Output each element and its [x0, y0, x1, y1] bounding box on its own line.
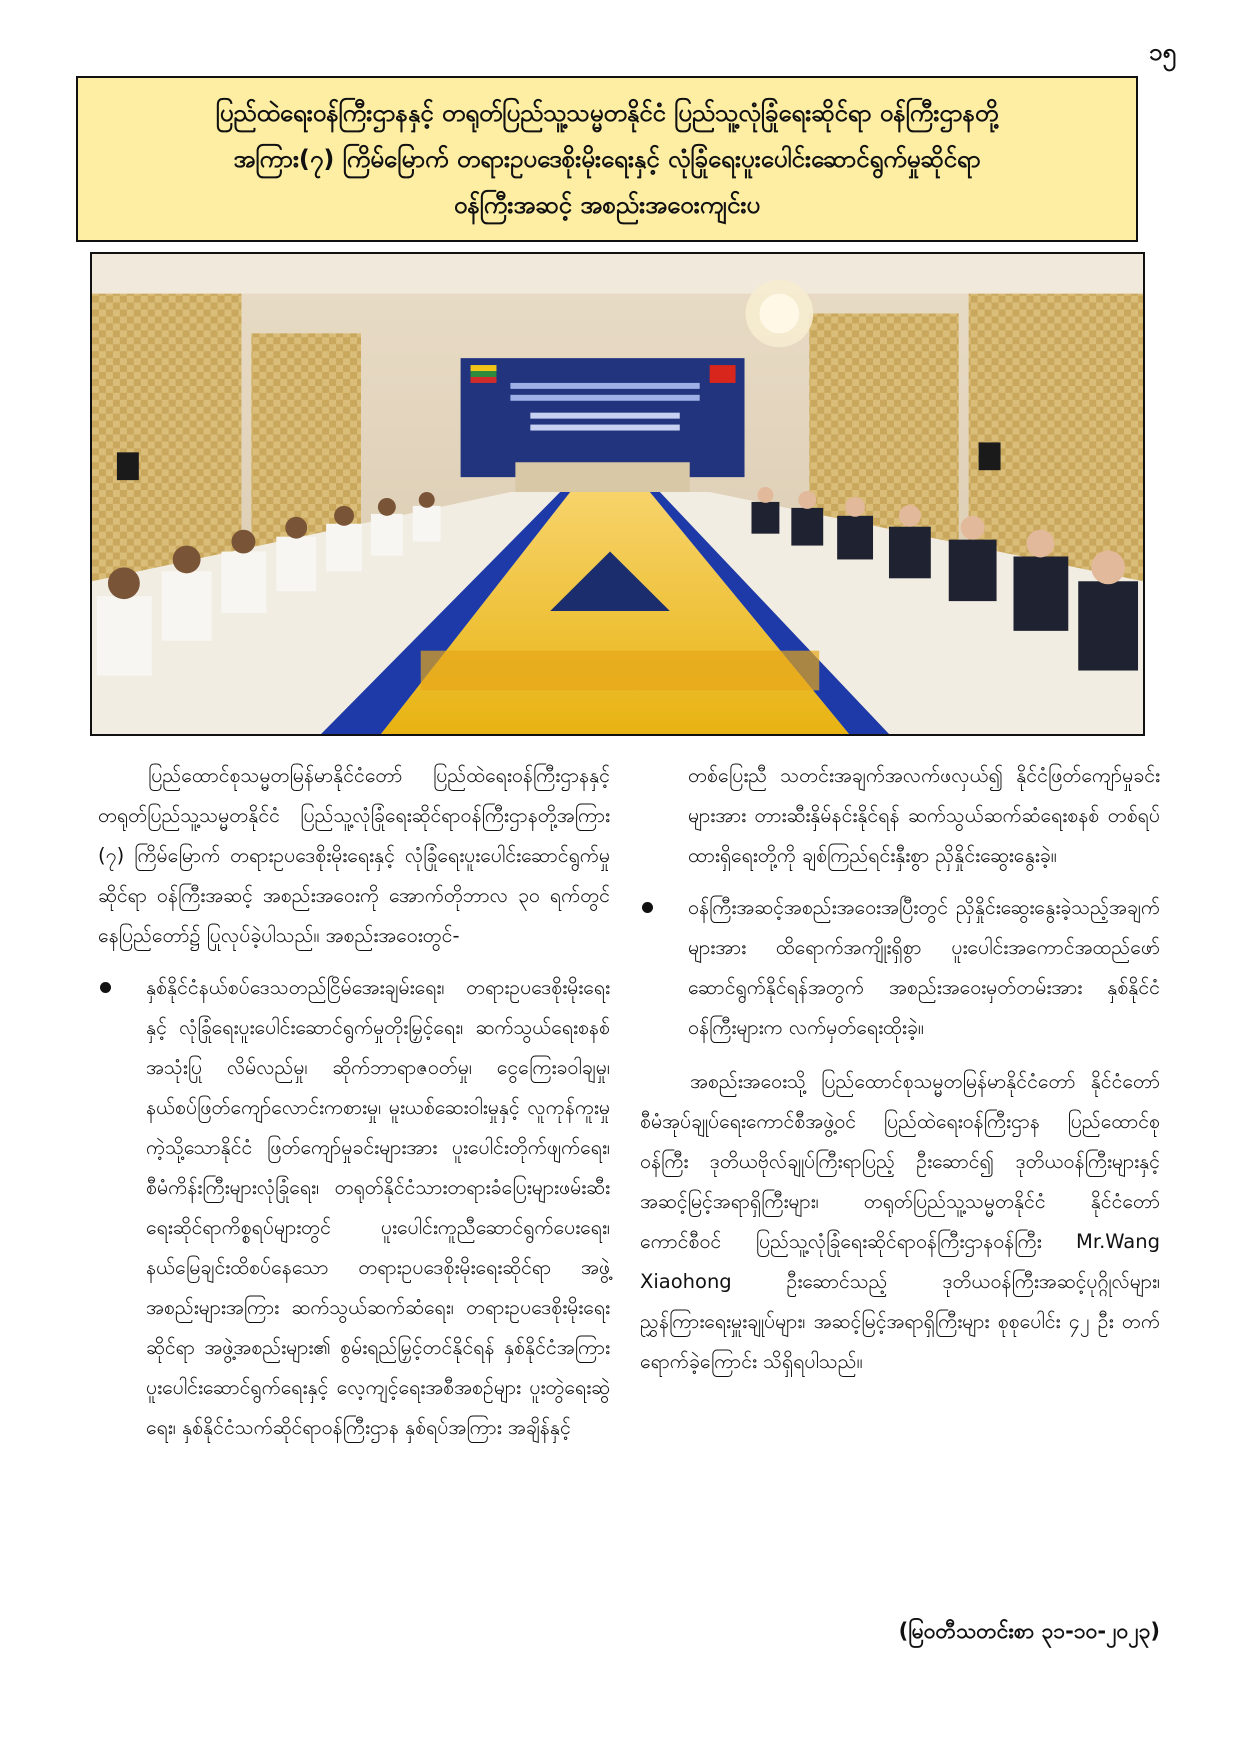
bullet-text-1: နှစ်နိုင်ငံနယ်စပ်ဒေသတည်ငြိမ်အေးချမ်းရေး၊ တရားဥပဒေစိုးမိုးရေးနှင့် လုံခြုံရေးပူးပေါင်းဆောင်ရွက်မှုတိုးမြှင့်ရေး၊ ဆက်သွယ်ရေးစနစ်အသုံးပြု လိမ်လည်မှု၊ ဆိုက်ဘာရာဇဝတ်မှု၊ ငွေကြေးခဝါချမှု၊ နယ်စပ်ဖြတ်ကျော်လောင်းကစားမှု၊ မူးယစ်ဆေးဝါးမှုနှင့် လူကုန်ကူးမှုကဲ့သို့သောနိုင်ငံ ဖြတ်ကျော်မှုခင်းများအား ပူးပေါင်းတိုက်ဖျက်ရေး၊ စီမံကိန်းကြီးများလုံခြုံရေး၊ တရုတ်နိုင်ငံသားတရားခံပြေးများဖမ်းဆီးရေးဆိုင်ရာကိစ္စရပ်များတွင် ပူးပေါင်းကူညီဆောင်ရွက်ပေးရေး၊ နယ်မြေချင်းထိစပ်နေသော တရားဥပဒေစိုးမိုးရေးဆိုင်ရာ အဖွဲ့အစည်းများအကြား ဆက်သွယ်ဆက်ဆံရေး၊ တရားဥပဒေစိုးမိုးရေးဆိုင်ရာ အဖွဲ့အစည်းများ၏ စွမ်းရည်မြှင့်တင်နိုင်ရန် နှစ်နိုင်ငံအကြား ပူးပေါင်းဆောင်ရွက်ရေးနှင့် လေ့ကျင့်ရေးအစီအစဉ်များ ပူးတွဲရေးဆွဲရေး၊ နှစ်နိုင်ငံသက်ဆိုင်ရာဝန်ကြီးဌာန နှစ်ရပ်အကြား အချိန်နှင့်	[146, 976, 610, 1439]
bullet-dot-icon	[642, 902, 653, 913]
bullet-text-2: ဝန်ကြီးအဆင့်အစည်းအဝေးအပြီးတွင် ညှိနှိုင်းဆွေးနွေးခဲ့သည့်အချက်များအား ထိရောက်အကျိုးရှိစွာ ပူးပေါင်းအကောင်အထည်ဖော်ဆောင်ရွက်နိုင်ရန်အတွက် အစည်းအဝေးမှတ်တမ်းအား နှစ်နိုင်ငံဝန်ကြီးများက လက်မှတ်ရေးထိုးခဲ့။	[688, 896, 1160, 1039]
speaker-left	[117, 452, 139, 480]
headline-line-1: ပြည်ထဲရေးဝန်ကြီးဌာနနှင့် တရုတ်ပြည်သူ့သမ္မတနိုင်ငံ ပြည်သူ့လုံခြုံရေးဆိုင်ရာ ဝန်ကြီးဌာနတို့	[215, 99, 999, 127]
meeting-photo	[90, 252, 1145, 736]
left-column	[98, 756, 610, 1462]
headline-line-2: အကြား(၇) ကြိမ်မြောက် တရားဥပဒေစိုးမိုးရေးနှင့် လုံခြုံရေးပူးပေါင်းဆောင်ရွက်မှုဆိုင်ရာ	[233, 145, 981, 173]
intro-paragraph: ပြည်ထောင်စုသမ္မတမြန်မာနိုင်ငံတော် ပြည်ထဲရေးဝန်ကြီးဌာနနှင့် တရုတ်ပြည်သူ့သမ္မတနိုင်ငံ ပြည်သူ့လုံခြုံရေးဆိုင်ရာဝန်ကြီးဌာနတို့အကြား (၇) ကြိမ်မြောက် တရားဥပဒေစိုးမိုးရေးနှင့် လုံခြုံရေးပူးပေါင်းဆောင်ရွက်မှုဆိုင်ရာ ဝန်ကြီးအဆင့် အစည်းအဝေးကို အောက်တိုဘာလ ၃၀ ရက်တွင် နေပြည်တော်၌ ပြုလုပ်ခဲ့ပါသည်။ အစည်းအဝေးတွင်-	[98, 764, 610, 947]
speaker-right	[979, 442, 1001, 470]
meeting-photo-illustration	[92, 254, 1143, 734]
bullet-item-1	[98, 968, 610, 1448]
right-column	[640, 756, 1160, 1394]
page-number: ၁၅	[1149, 38, 1176, 66]
head-table	[515, 462, 689, 492]
flower-arrangement	[421, 651, 819, 691]
bullet-dot-icon	[100, 982, 111, 993]
ceiling	[92, 254, 1143, 294]
chandelier-core	[759, 294, 799, 334]
flag-china	[710, 365, 736, 383]
source-citation: (မြဝတီသတင်းစာ ၃၁-၁၀-၂၀၂၃)	[898, 1619, 1160, 1643]
bullet-item-2	[640, 888, 1160, 1048]
curtain-left-1	[92, 294, 241, 592]
bullet-continuation: တစ်ပြေးညီ သတင်းအချက်အလက်ဖလှယ်၍ နိုင်ငံဖြတ်ကျော်မှုခင်းများအား တားဆီးနှိမ်နင်းနိုင်ရန် ဆက်သွယ်ဆက်ဆံရေးစနစ် တစ်ရပ်ထားရှိရေးတို့ကို ချစ်ကြည်ရင်းနှီးစွာ ညှိနှိုင်းဆွေးနွေးခဲ့။	[688, 764, 1160, 867]
closing-paragraph: အစည်းအဝေးသို့ ပြည်ထောင်စုသမ္မတမြန်မာနိုင်ငံတော် နိုင်ငံတော်စီမံအုပ်ချုပ်ရေးကောင်စီအဖွဲ့ဝင် ပြည်ထဲရေးဝန်ကြီးဌာန ပြည်ထောင်စုဝန်ကြီး ဒုတိယဗိုလ်ချုပ်ကြီးရာပြည့် ဦးဆောင်၍ ဒုတိယဝန်ကြီးများနှင့် အဆင့်မြင့်အရာရှိကြီးများ၊ တရုတ်ပြည်သူ့သမ္မတနိုင်ငံ နိုင်ငံတော်ကောင်စီဝင် ပြည်သူ့လုံခြုံရေးဆိုင်ရာဝန်ကြီးဌာနဝန်ကြီး Mr.Wang Xiaohong ဦးဆောင်သည့် ဒုတိယဝန်ကြီးအဆင့်ပုဂ္ဂိုလ်များ၊ ညွှန်ကြားရေးမှူးချုပ်များ၊ အဆင့်မြင့်အရာရှိကြီးများ စုစုပေါင်း ၄၂ ဦး တက်ရောက်ခဲ့ကြောင်း သိရှိရပါသည်။	[640, 1070, 1160, 1373]
headline-line-3: ဝန်ကြီးအဆင့် အစည်းအဝေးကျင်းပ	[453, 191, 761, 219]
headline-box	[76, 76, 1138, 242]
